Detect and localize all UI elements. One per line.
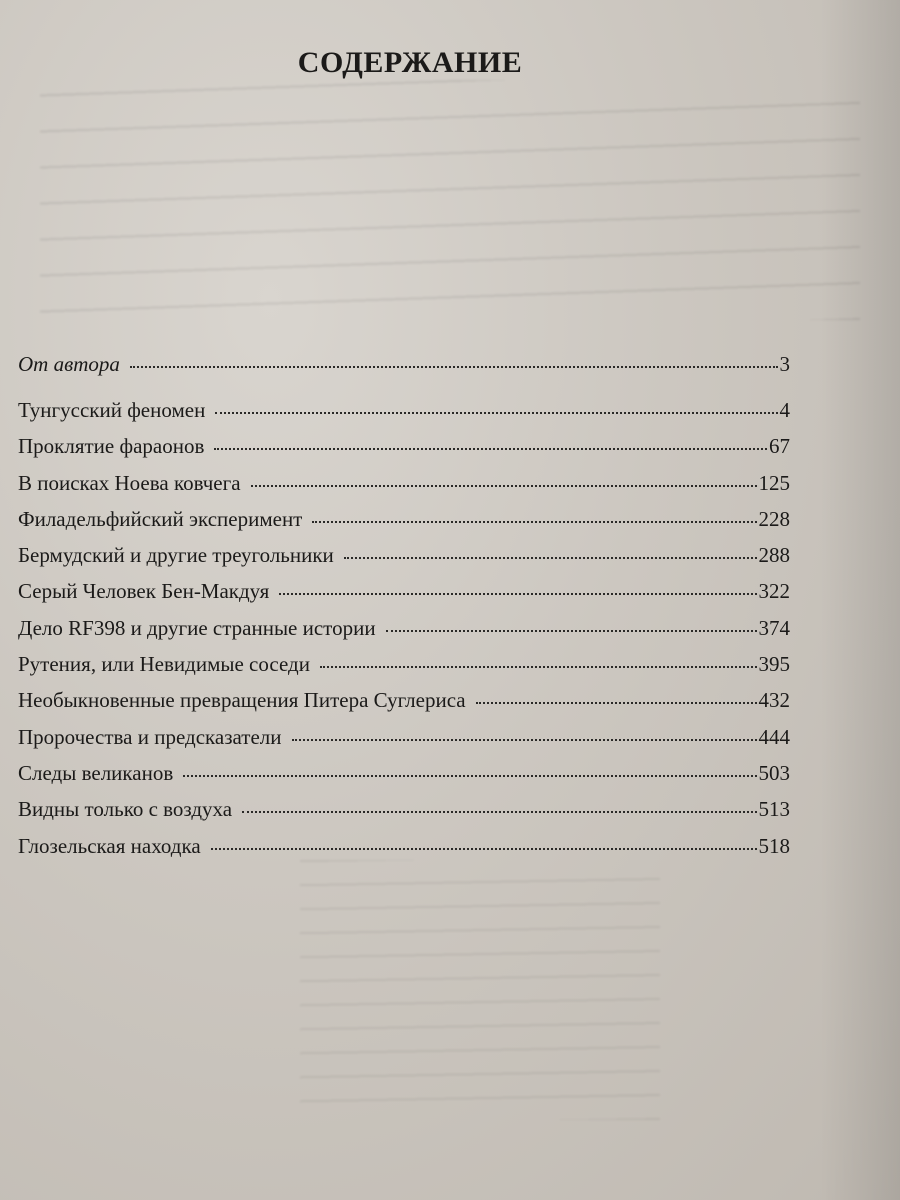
dot-leader	[211, 848, 757, 850]
dot-leader	[215, 412, 777, 414]
toc-entry-page: 67	[769, 434, 790, 459]
toc-entry-page: 125	[758, 470, 790, 495]
toc-entry-page: 374	[758, 615, 790, 640]
toc-entry-label: Бермудский и другие треугольники	[18, 543, 334, 568]
dot-leader	[242, 811, 756, 813]
toc-entry-label: Рутения, или Невидимые соседи	[18, 652, 310, 677]
dot-leader	[386, 630, 757, 632]
toc-entry-label: Пророчества и предсказатели	[18, 724, 282, 749]
dot-leader	[214, 448, 767, 450]
toc-entry-label: Следы великанов	[18, 760, 174, 785]
dot-leader	[320, 666, 757, 668]
toc-entry-page: 513	[758, 797, 790, 822]
toc-entry	[18, 725, 790, 761]
dot-leader	[130, 366, 778, 368]
toc-entry-page: 444	[758, 724, 790, 749]
page-title: СОДЕРЖАНИЕ	[297, 46, 523, 79]
toc-entry	[18, 834, 790, 870]
toc-entry-label: Необыкновенные превращения Питера Суглериса	[18, 688, 466, 713]
toc-entry-page: 395	[758, 652, 790, 677]
toc-entry-page: 322	[758, 579, 790, 604]
toc-entry-label: Филадельфийский эксперимент	[18, 506, 303, 531]
toc-entry-page: 288	[758, 543, 790, 568]
toc-entry-label: От автора	[18, 352, 120, 376]
toc-entry-label: В поисках Ноева ковчега	[18, 470, 241, 495]
page-shadow	[820, 0, 900, 1200]
toc-entry	[18, 652, 790, 688]
toc-entry	[18, 543, 790, 579]
toc-entry	[18, 579, 790, 615]
toc-entry-label: Тунгусский феномен	[18, 398, 206, 422]
dot-leader	[279, 593, 756, 595]
toc-entry	[18, 688, 790, 724]
show-through-imprint	[300, 860, 660, 1120]
show-through-text	[40, 80, 860, 320]
toc-entry-label: Глозельская находка	[18, 833, 201, 858]
toc-entry-page: 4	[779, 398, 790, 422]
toc-entry-page: 432	[758, 688, 790, 713]
toc-entry-label: Серый Человек Бен-Макдуя	[18, 579, 270, 604]
toc-entry	[18, 797, 790, 833]
toc-entry-label: Проклятие фараонов	[18, 434, 205, 459]
dot-leader	[312, 521, 756, 523]
toc-entry-page: 503	[758, 760, 790, 785]
toc-entry-label: Видны только с воздуха	[18, 797, 233, 822]
toc-entry-page: 228	[758, 506, 790, 531]
dot-leader	[183, 775, 756, 777]
dot-leader	[251, 485, 757, 487]
toc-entry	[18, 507, 790, 543]
toc-entry-page: 518	[758, 833, 790, 858]
dot-leader	[292, 739, 757, 741]
toc-entry	[18, 434, 790, 470]
toc-entry	[18, 616, 790, 652]
toc-entry-page: 3	[779, 352, 790, 376]
toc-entry	[18, 471, 790, 507]
dot-leader	[476, 702, 757, 704]
toc-entry-label: Дело RF398 и другие странные истории	[18, 615, 376, 640]
toc-entry-author	[18, 352, 790, 398]
toc-entry	[18, 398, 790, 434]
dot-leader	[344, 557, 757, 559]
table-of-contents	[18, 352, 790, 870]
toc-entry	[18, 761, 790, 797]
